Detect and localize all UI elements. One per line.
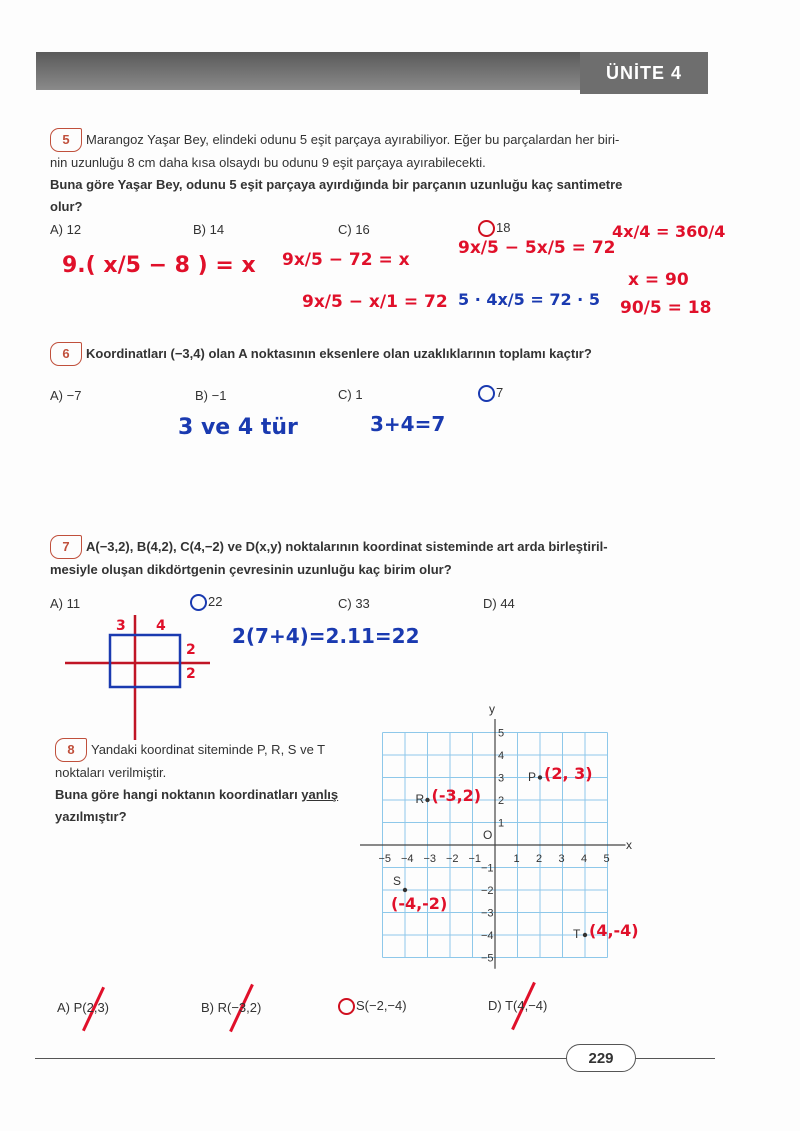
sketch-label: 4	[156, 618, 166, 634]
x-tick-label: −3	[423, 853, 437, 865]
handwritten-coordinate: (4,-4)	[589, 921, 639, 940]
selected-circle-icon	[190, 594, 207, 611]
x-tick-label: −2	[446, 853, 459, 865]
unit-label: ÜNİTE 4	[580, 52, 708, 94]
x-tick-label: 5	[603, 853, 610, 865]
y-tick-label: 5	[498, 727, 505, 740]
option-d[interactable]: 7	[478, 385, 503, 402]
y-tick-label: −4	[481, 930, 494, 942]
selected-circle-icon	[478, 220, 495, 237]
handwritten-work: 9.( x/5 − 8 ) = x	[62, 253, 256, 278]
question-number: 5	[50, 128, 82, 152]
question-text: noktaları verilmiştir.	[55, 765, 167, 780]
handwritten-work: 90/5 = 18	[620, 298, 712, 318]
page-number: 229	[566, 1044, 636, 1072]
handwritten-coordinate: (-3,2)	[431, 786, 482, 805]
handwritten-coordinate: (2, 3)	[544, 763, 593, 783]
handwritten-coordinate: (-4,-2)	[391, 894, 448, 913]
x-tick-label: 2	[536, 853, 543, 865]
x-tick-label: −5	[378, 853, 392, 865]
option-b[interactable]: B) 14	[193, 222, 225, 237]
option-a[interactable]: A) −7	[50, 388, 82, 403]
point-label: T	[573, 927, 581, 941]
handwritten-work: 9x/5 − 72 = x	[282, 250, 410, 270]
y-tick-label: 1	[498, 817, 505, 830]
option-c[interactable]: S(−2,−4)	[338, 998, 407, 1015]
y-axis-label: y	[489, 702, 495, 716]
handwritten-work: x = 90	[628, 270, 689, 290]
point-S	[403, 888, 407, 892]
question-8	[55, 738, 375, 828]
x-tick-label: −4	[401, 853, 414, 865]
question-text: Marangoz Yaşar Bey, elindeki odunu 5 eşit parçaya ayırabiliyor. Eğer bu parçalardan her biri-	[86, 132, 620, 147]
point-R	[425, 798, 429, 802]
y-tick-label: −1	[481, 862, 494, 875]
point-label: S	[393, 874, 402, 888]
x-tick-label: 3	[558, 853, 565, 865]
handwritten-work: 2(7+4)=2.11=22	[232, 624, 420, 648]
option-a[interactable]: A) 12	[50, 222, 82, 237]
y-tick-label: 3	[498, 772, 505, 785]
question-prompt: olur?	[50, 199, 83, 214]
question-7	[50, 535, 730, 581]
option-c[interactable]: C) 1	[338, 387, 363, 402]
question-5	[50, 128, 690, 218]
y-tick-label: 2	[498, 795, 505, 807]
option-d[interactable]: 18	[478, 220, 510, 237]
handwritten-work: 3+4=7	[370, 412, 446, 436]
x-axis-label: x	[626, 838, 632, 852]
handwritten-work: 9x/5 − 5x/5 = 72	[458, 238, 616, 258]
option-d[interactable]: D) 44	[483, 596, 515, 611]
handwritten-work: 9x/5 − x/1 = 72	[302, 292, 448, 312]
question-prompt: Buna göre Yaşar Bey, odunu 5 eşit parçaya ayırdığında bir parçanın uzunluğu kaç santimetre	[50, 177, 623, 192]
question-text: mesiyle oluşan dikdörtgenin çevresinin uzunluğu kaç birim olur?	[50, 562, 452, 577]
option-c[interactable]: C) 33	[338, 596, 370, 611]
point-label: P	[528, 769, 537, 784]
point-T	[583, 933, 587, 937]
question-number: 7	[50, 535, 82, 559]
question-text: nin uzunluğu 8 cm daha kısa olsaydı bu odunu 9 eşit parçaya ayırabilecekti.	[50, 155, 486, 170]
point-P	[538, 775, 542, 779]
y-tick-label: −5	[481, 952, 494, 965]
y-tick-label: −3	[481, 907, 494, 920]
handwritten-work: 3 ve 4 tür	[178, 415, 298, 440]
selected-circle-icon	[338, 998, 355, 1015]
option-c[interactable]: C) 16	[338, 222, 370, 237]
sketch-label: 3	[116, 618, 126, 634]
selected-circle-icon	[478, 385, 495, 402]
question-6	[50, 342, 730, 366]
option-b[interactable]: B) −1	[195, 388, 227, 403]
y-tick-label: 4	[498, 750, 505, 762]
question-text: A(−3,2), B(4,2), C(4,−2) ve D(x,y) noktalarının koordinat sisteminde art arda birleştiril-	[86, 539, 608, 554]
question-prompt: yazılmıştır?	[55, 809, 127, 824]
origin-label: O	[483, 828, 493, 842]
x-tick-label: −1	[468, 853, 482, 865]
handwritten-work: 4x/4 = 360/4	[612, 222, 726, 241]
point-label: R	[415, 792, 425, 806]
option-b[interactable]: B) R(−3,2)	[201, 1000, 262, 1015]
option-a[interactable]: A) 11	[50, 596, 81, 611]
sketch-label: 2	[186, 666, 196, 682]
underlined-word: yanlış	[301, 787, 339, 802]
x-tick-label: 1	[513, 853, 520, 865]
question-number: 8	[55, 738, 87, 762]
x-tick-label: 4	[581, 853, 588, 865]
option-a[interactable]: A) P(2,3)	[57, 1000, 110, 1015]
y-tick-label: −2	[481, 885, 494, 897]
question-prompt: Buna göre hangi noktanın koordinatları	[55, 787, 302, 802]
question-number: 6	[50, 342, 82, 366]
question-text: Yandaki koordinat siteminde P, R, S ve T	[91, 742, 326, 757]
option-b[interactable]: 22	[190, 594, 222, 611]
sketch-label: 2	[186, 642, 196, 658]
option-d[interactable]: D) T(4,−4)	[488, 998, 548, 1013]
question-text: Koordinatları (−3,4) olan A noktasının eksenlere olan uzaklıklarının toplamı kaçtır?	[86, 346, 592, 361]
handwritten-work: 5 · 4x/5 = 72 · 5	[458, 290, 600, 309]
